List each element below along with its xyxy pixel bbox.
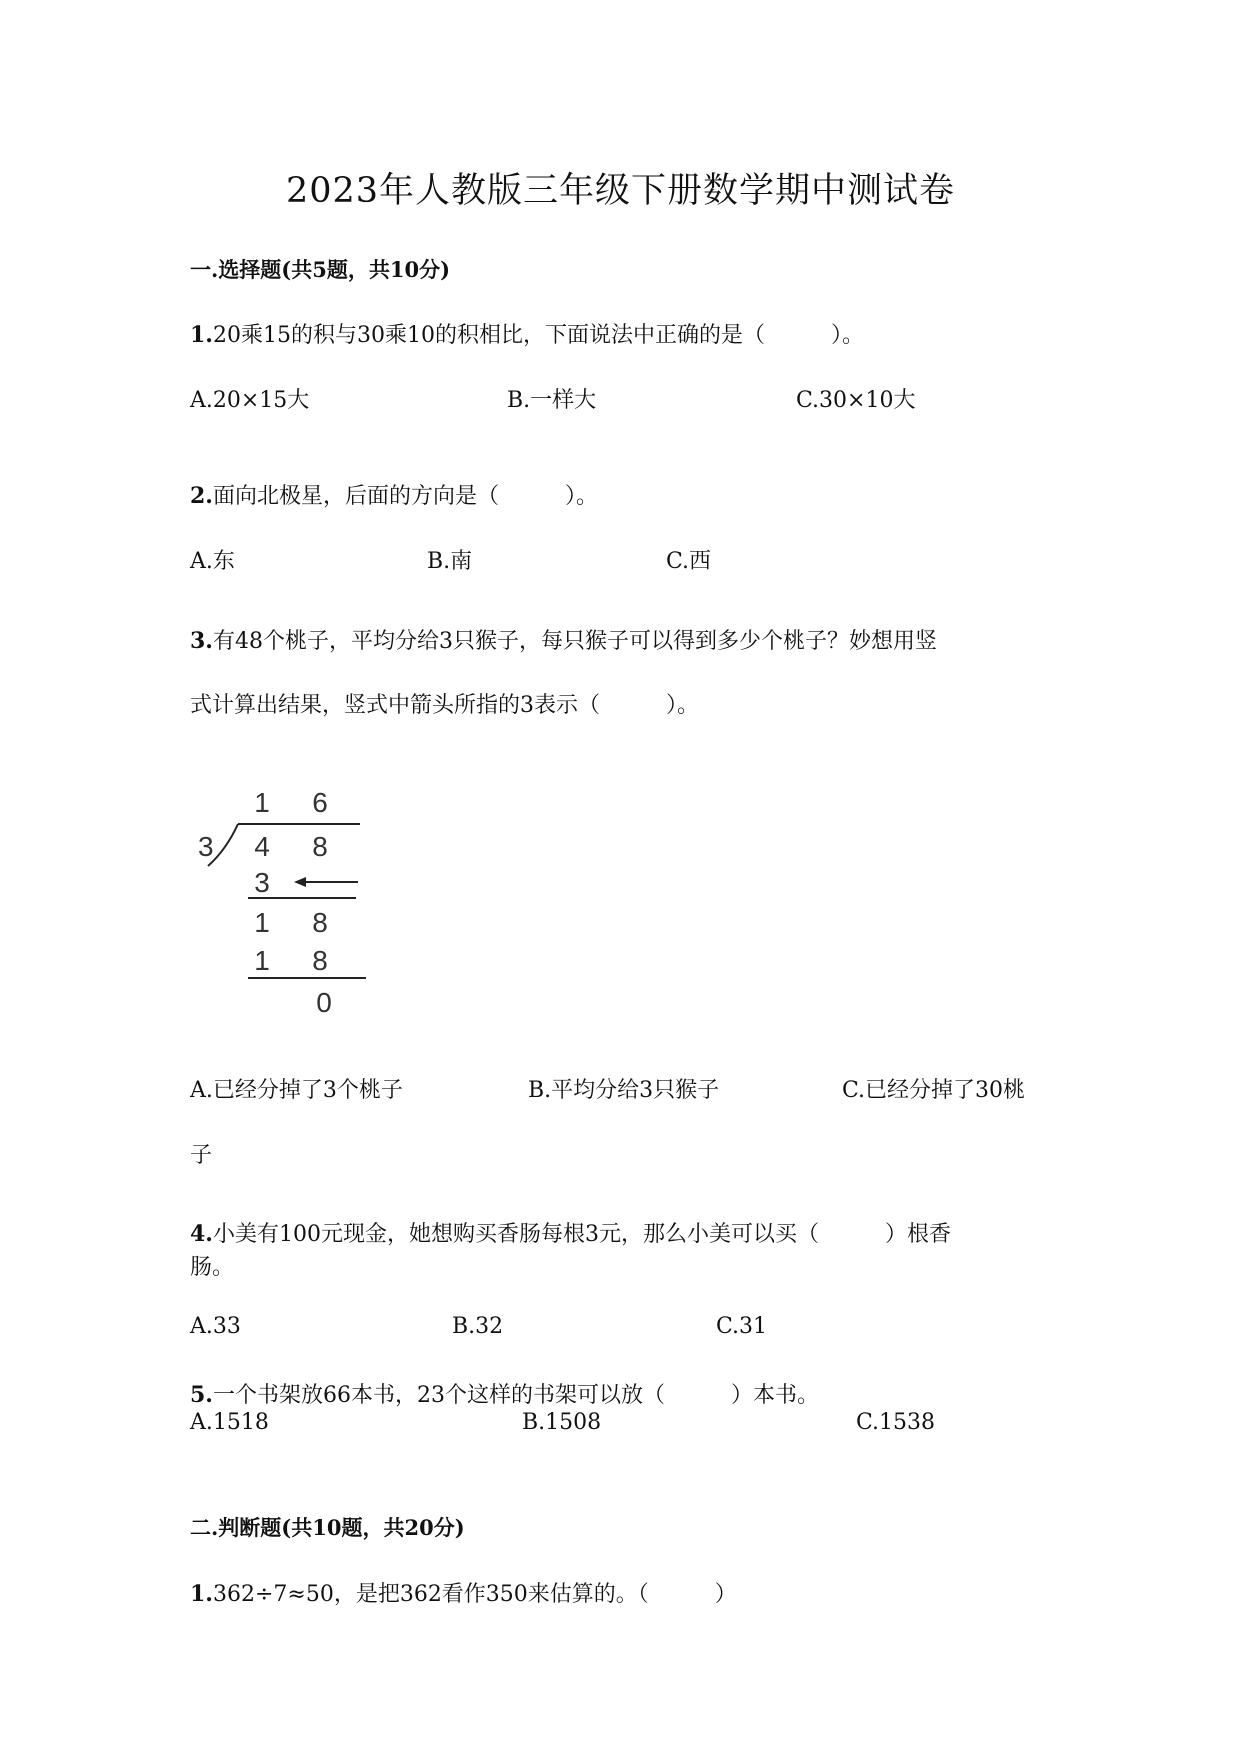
step-digit-3: 3	[254, 867, 270, 898]
question-4	[190, 1217, 951, 1248]
step-digit: 1	[254, 945, 270, 976]
question-4-line2: 肠。	[190, 1255, 235, 1280]
judgment-question-1	[190, 1577, 737, 1608]
question-5	[190, 1378, 819, 1409]
question-text: 有48个桃子，平均分给3只猴子，每只猴子可以得到多少个桃子？妙想用竖	[212, 629, 937, 654]
option-a: A.1518	[190, 1410, 269, 1435]
remainder-digit: 1	[254, 907, 270, 938]
option-b: B.1508	[522, 1410, 602, 1435]
quotient-digit: 6	[312, 787, 328, 818]
remainder-digit: 8	[312, 907, 328, 938]
question-number: 3.	[190, 628, 213, 654]
final-remainder: 0	[316, 987, 332, 1018]
option-b: B.一样大	[507, 388, 597, 413]
question-2	[190, 479, 598, 510]
question-text: 362÷7≈50，是把362看作350来估算的。（ ）	[212, 1582, 737, 1607]
dividend-digit: 4	[254, 831, 270, 862]
arrow-left-icon	[294, 877, 306, 887]
dividend-digit: 8	[312, 831, 328, 862]
option-a: A.20×15大	[190, 388, 310, 413]
question-number: 1.	[190, 1581, 213, 1607]
question-number: 5.	[190, 1382, 213, 1408]
option-b: B.32	[452, 1314, 504, 1339]
option-c: C.31	[716, 1314, 768, 1339]
section-heading: 一.选择题(共5题，共10分)	[190, 257, 451, 282]
option-c-wrap: 子	[190, 1143, 213, 1168]
section-heading: 二.判断题(共10题，共20分)	[190, 1515, 465, 1540]
question-text: 20乘15的积与30乘10的积相比，下面说法中正确的是（ ）。	[212, 323, 864, 348]
question-1	[190, 318, 864, 349]
question-text: 一个书架放66本书，23个这样的书架可以放（ ）本书。	[212, 1383, 819, 1408]
option-c: C.已经分掉了30桃	[842, 1078, 1026, 1103]
question-text: 面向北极星，后面的方向是（ ）。	[212, 484, 598, 509]
question-3-line2: 式计算出结果，竖式中箭头所指的3表示（ ）。	[190, 693, 699, 718]
option-a: A.33	[190, 1314, 241, 1339]
question-number: 1.	[190, 322, 213, 348]
option-c: C.1538	[856, 1410, 936, 1435]
question-number: 4.	[190, 1221, 213, 1247]
option-b: B.平均分给3只猴子	[528, 1078, 720, 1103]
question-number: 2.	[190, 483, 213, 509]
question-text: 小美有100元现金，她想购买香肠每根3元，那么小美可以买（ ）根香	[212, 1222, 951, 1247]
option-c: C.西	[666, 549, 712, 574]
long-division-figure	[190, 780, 380, 1020]
step-digit: 8	[312, 945, 328, 976]
option-a: A.已经分掉了3个桃子	[190, 1078, 403, 1103]
page-title: 2023年人教版三年级下册数学期中测试卷	[285, 171, 956, 211]
option-b: B.南	[427, 549, 473, 574]
option-c: C.30×10大	[796, 388, 916, 413]
quotient-digit: 1	[254, 787, 270, 818]
question-3	[190, 624, 937, 655]
option-a: A.东	[190, 549, 235, 574]
divisor: 3	[198, 831, 214, 862]
